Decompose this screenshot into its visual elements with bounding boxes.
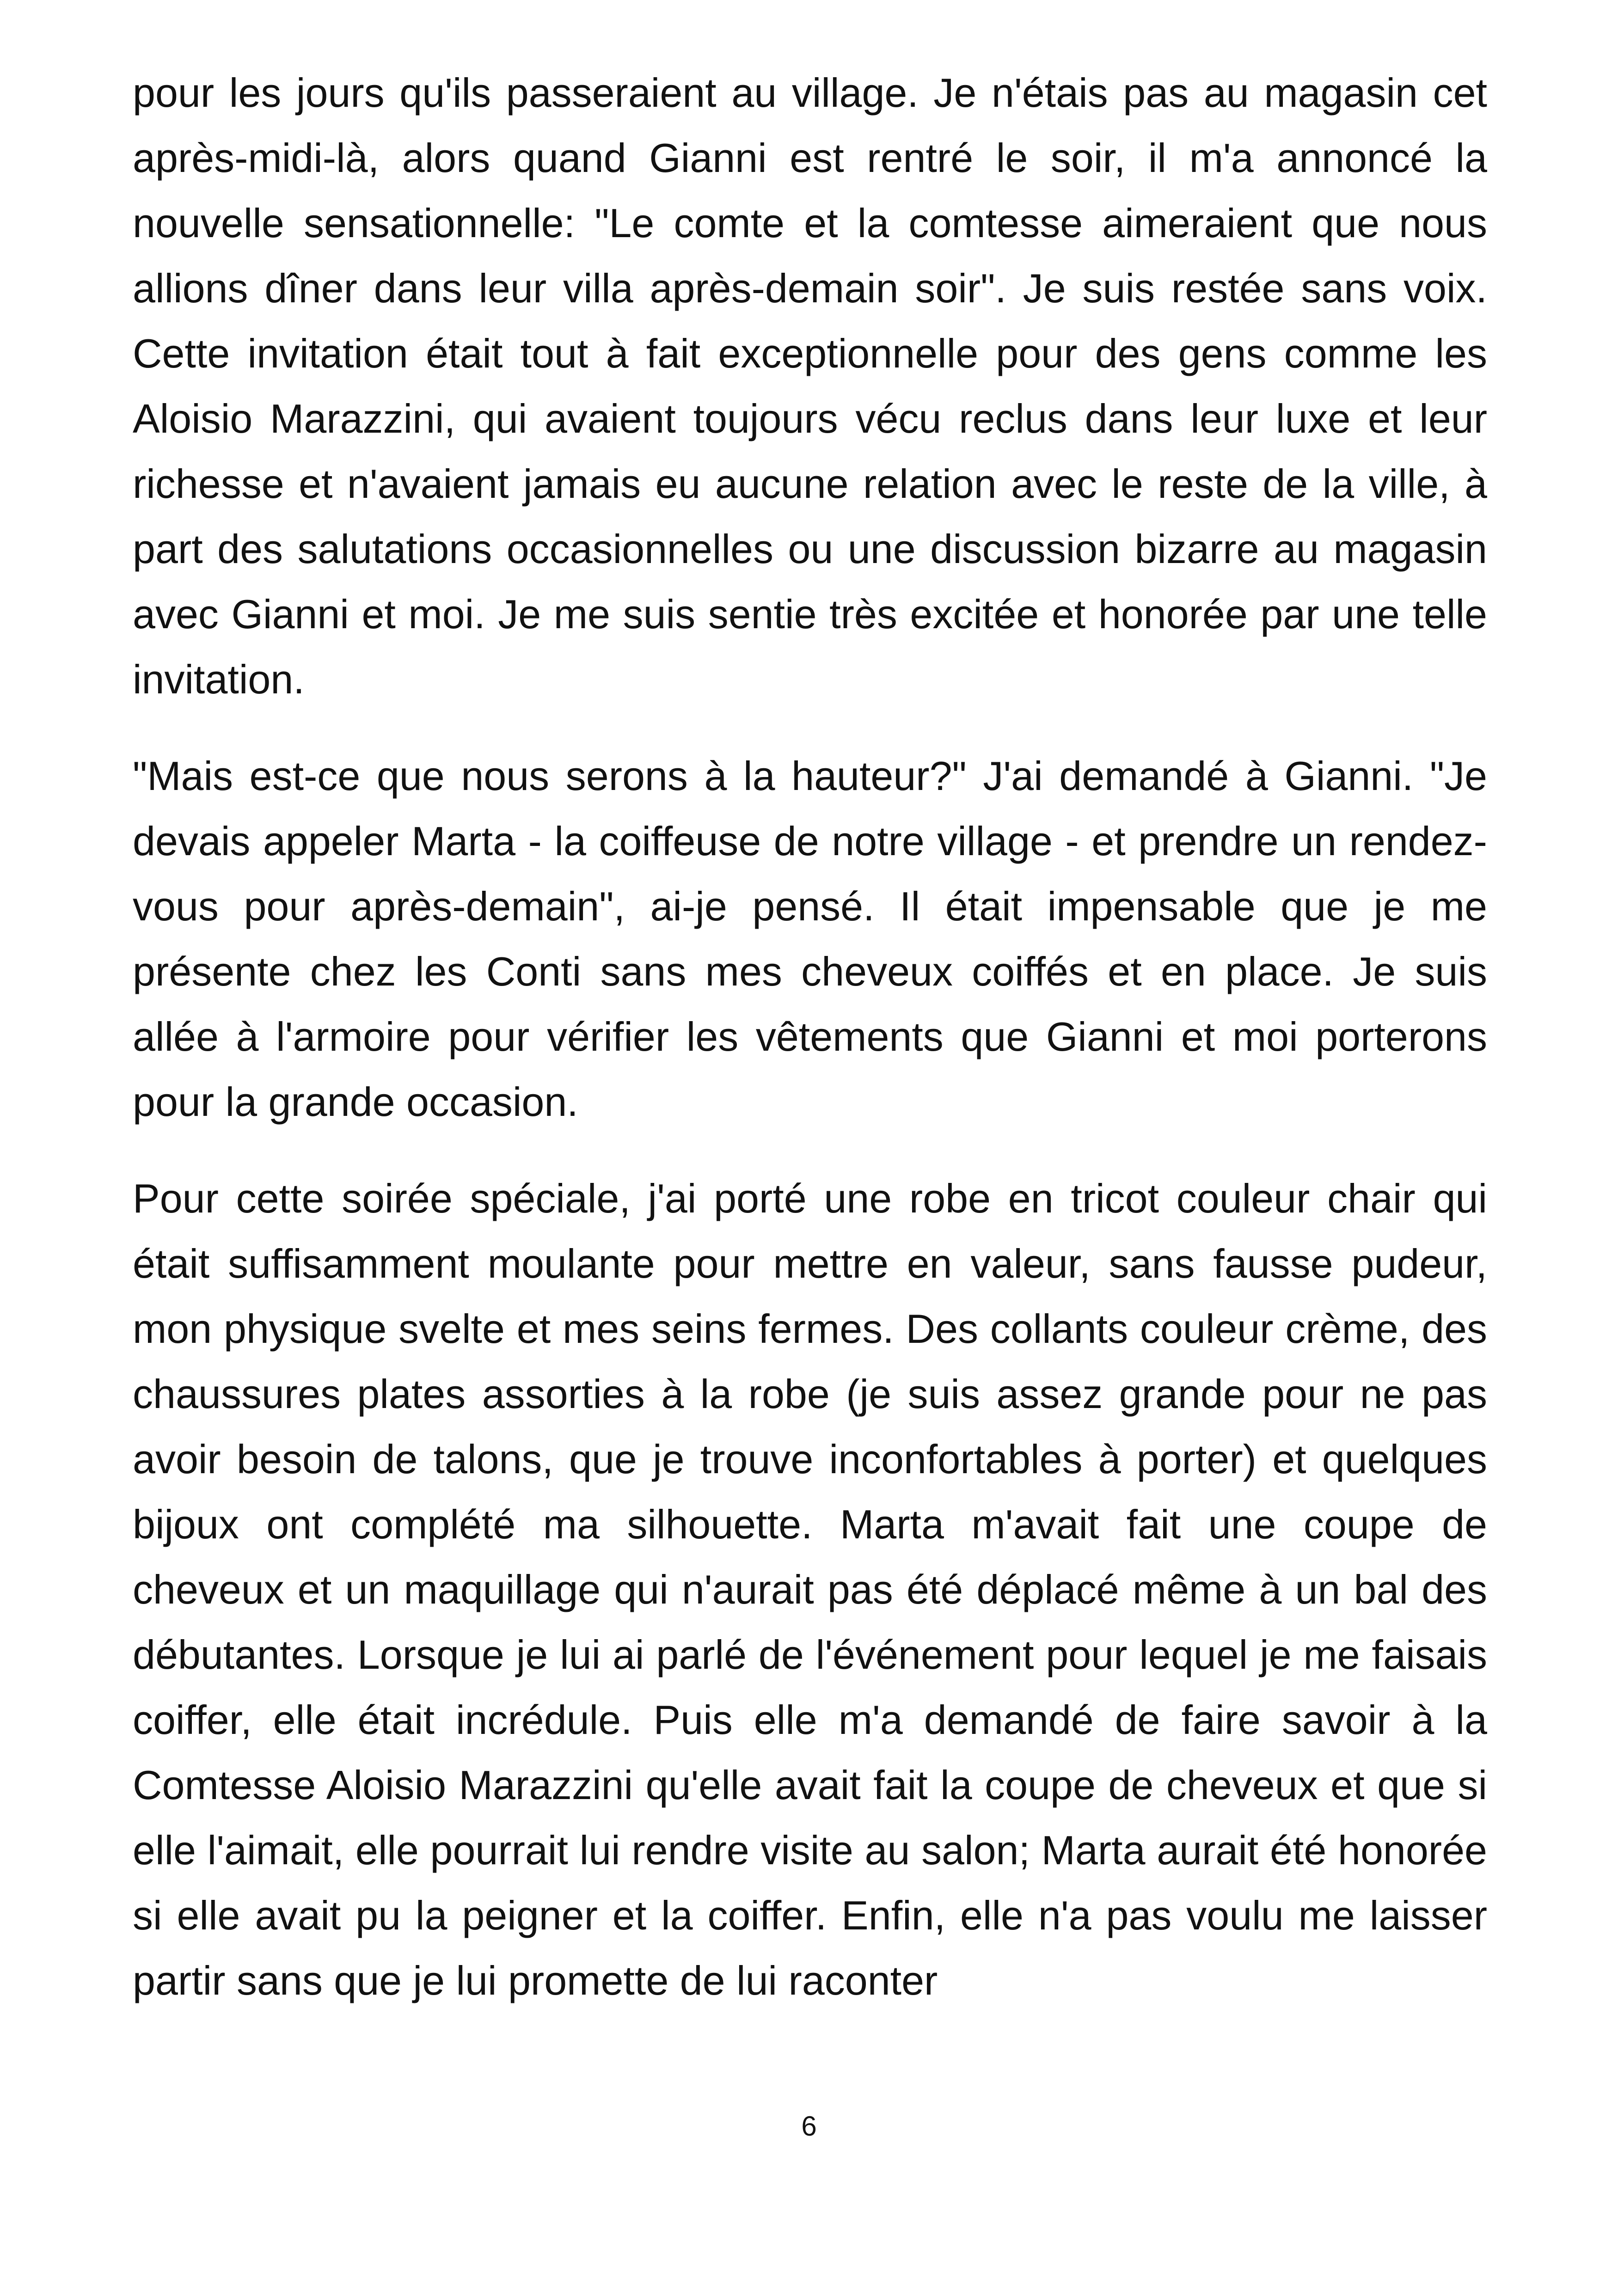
paragraph-2: "Mais est-ce que nous serons à la hauteur?" J'ai demandé à Gianni. "Je devais appeler Marta - la coiffeuse de notre village - et prendre un rendez-vous pour après-demain", ai-je pensé. Il était impensable que je me présente chez les Conti sans mes cheveux coiffés et en place. Je suis allée à l'armoire pour vérifier les vêtements que Gianni et moi porterons pour la grande occasion. [133, 753, 1487, 1125]
paragraph-1: pour les jours qu'ils passeraient au village. Je n'étais pas au magasin cet après-midi-là, alors quand Gianni est rentré le soir, il m'a annoncé la nouvelle sensationnelle: "Le comte et la comtesse aimeraient que nous allions dîner dans leur villa après-demain soir". Je suis restée sans voix. Cette invitation était tout à fait exceptionnelle pour des gens comme les Aloisio Marazzini, qui avaient toujours vécu reclus dans leur luxe et leur richesse et n'avaient jamais eu aucune relation avec le reste de la ville, à part des salutations occasionnelles ou une discussion bizarre au magasin avec Gianni et moi. Je me suis sentie très excitée et honorée par une telle invitation. [133, 70, 1487, 702]
page-number: 6 [801, 2111, 817, 2142]
paragraph-3: Pour cette soirée spéciale, j'ai porté une robe en tricot couleur chair qui était suffisamment moulante pour mettre en valeur, sans fausse pudeur, mon physique svelte et mes seins fermes. Des collants couleur crème, des chaussures plates assorties à la robe (je suis assez grande pour ne pas avoir besoin de talons, que je trouve inconfortables à porter) et quelques bijoux ont complété ma silhouette. Marta m'avait fait une coupe de cheveux et un maquillage qui n'aurait pas été déplacé même à un bal des débutantes. Lorsque je lui ai parlé de l'événement pour lequel je me faisais coiffer, elle était incrédule. Puis elle m'a demandé de faire savoir à la Comtesse Aloisio Marazzini qu'elle avait fait la coupe de cheveux et que si elle l'aimait, elle pourrait lui rendre visite au salon; Marta aurait été honorée si elle avait pu la peigner et la coiffer. Enfin, elle n'a pas voulu me laisser partir sans que je lui promette de lui raconter [133, 1176, 1487, 2003]
body-text [133, 60, 1487, 2013]
